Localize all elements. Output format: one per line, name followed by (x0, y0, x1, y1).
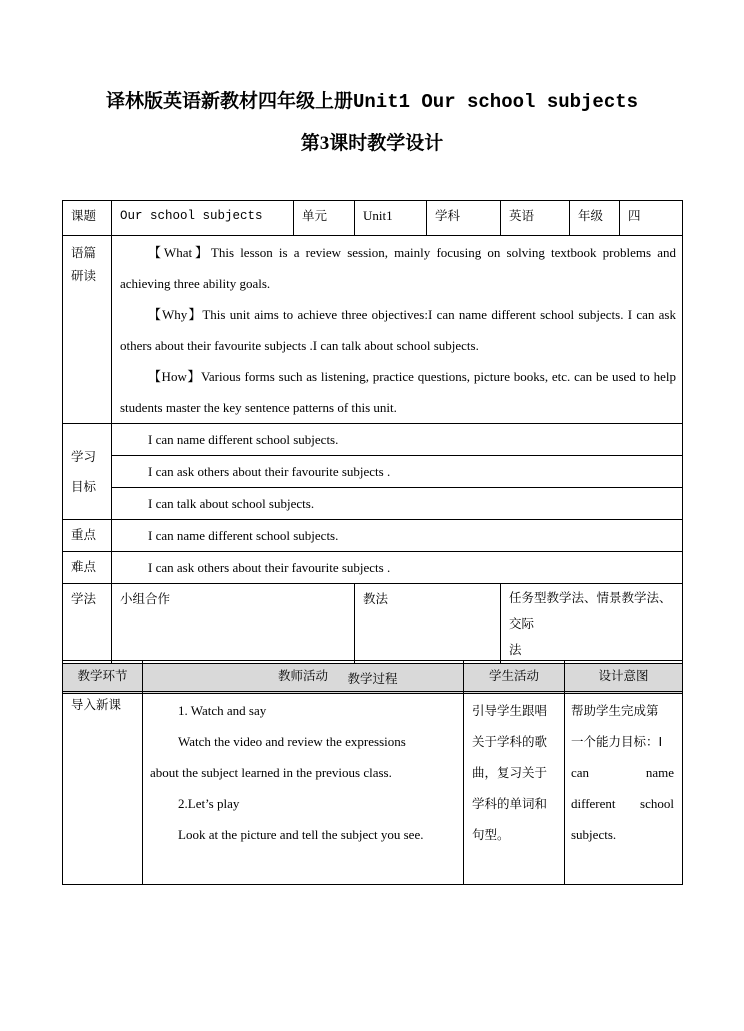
objectives-row (63, 424, 683, 520)
teaching-method-line-1: 任务型教学法、情景教学法、交际 (509, 590, 672, 631)
subtitle-number: 3 (319, 133, 330, 154)
reading-label-1: 语篇 (71, 245, 97, 260)
key-point-label: 重点 (63, 520, 112, 552)
title-chinese: 译林版英语新教材四年级上册 (105, 90, 353, 112)
subject-value: 英语 (501, 201, 570, 236)
objective-item: I can ask others about their favourite subjects . (112, 455, 682, 487)
teacher-item-2-title: 2.Let’s play (178, 796, 240, 811)
design-word: can (571, 765, 590, 780)
learning-method-label: 学法 (63, 584, 112, 664)
process-row (63, 692, 683, 885)
student-line: 学科的单词和 (472, 796, 548, 811)
column-stage: 教学环节 (63, 661, 143, 692)
design-line: 一个能力目标：I (571, 734, 663, 749)
design-line (571, 788, 674, 819)
column-design: 设计意图 (565, 661, 683, 692)
objective-item: I can name different school subjects. (148, 432, 339, 447)
teaching-method-label: 教法 (355, 584, 501, 664)
grade-label: 年级 (570, 201, 620, 236)
design-line: 帮助学生完成第 (571, 703, 659, 718)
document-title (0, 86, 744, 113)
student-line: 曲，复习关于 (472, 765, 548, 780)
process-table (62, 660, 683, 885)
design-word: different (571, 796, 616, 811)
reading-how: 【How】Various forms such as listening, practice questions, picture books, etc. can be used to help students master the key sentence patterns of this unit. (120, 369, 676, 415)
info-row (63, 201, 683, 236)
key-point-value: I can name different school subjects. (112, 520, 683, 552)
design-line: subjects. (571, 827, 617, 842)
objectives-list (112, 424, 683, 520)
column-teacher: 教师活动 (143, 661, 464, 692)
process-columns-row (63, 661, 683, 692)
grade-value: 四 (620, 201, 683, 236)
student-line: 引导学生跟唱 (472, 703, 548, 718)
teacher-item-1-line-1: Watch the video and review the expressions (178, 734, 406, 749)
reading-why: 【Why】This unit aims to achieve three objectives:I can name different school subjects. I can ask others about their favourite subjects .I can talk about school subjects. (120, 307, 676, 353)
unit-value: Unit1 (355, 201, 427, 236)
subtitle-suffix: 课时教学设计 (329, 132, 444, 154)
objectives-label-2: 目标 (71, 478, 97, 494)
teacher-activity (143, 692, 464, 885)
process-header: 教学过程 (63, 664, 683, 694)
objectives-label (63, 424, 112, 520)
objective-item: I can talk about school subjects. (112, 487, 682, 519)
difficult-point-value: I can ask others about their favourite subjects . (112, 552, 683, 584)
stage-name: 导入新课 (63, 692, 143, 885)
objectives-label-1: 学习 (71, 448, 97, 464)
difficult-point-label: 难点 (63, 552, 112, 584)
learning-method-value: 小组合作 (112, 584, 355, 664)
reading-label-2: 研读 (71, 268, 97, 283)
reading-what: 【What】This lesson is a review session, mainly focusing on solving textbook problems and achieving three ability goals. (120, 245, 676, 291)
topic-label: 课题 (63, 201, 112, 236)
methods-row (63, 584, 683, 664)
design-intent (565, 692, 683, 885)
teaching-method-line-2: 法 (509, 642, 522, 657)
subtitle-prefix: 第 (300, 132, 320, 154)
teacher-item-1-title: 1. Watch and say (178, 703, 267, 718)
student-activity (464, 692, 565, 885)
reading-content (112, 236, 683, 424)
teacher-item-2-line-1: Look at the picture and tell the subject you see. (178, 827, 424, 842)
subject-label: 学科 (427, 201, 501, 236)
topic-value: Our school subjects (112, 201, 294, 236)
title-english: Unit1 Our school subjects (352, 91, 639, 113)
document-subtitle (0, 128, 744, 155)
student-line: 句型。 (472, 827, 510, 842)
reading-row (63, 236, 683, 424)
key-point-row (63, 520, 683, 552)
unit-label: 单元 (294, 201, 355, 236)
design-line (571, 757, 674, 788)
design-word: name (645, 765, 674, 780)
difficult-point-row (63, 552, 683, 584)
student-line: 关于学科的歌 (472, 734, 548, 749)
teaching-method-value (501, 584, 683, 664)
teacher-item-1-line-2: about the subject learned in the previous class. (150, 765, 392, 780)
column-student: 学生活动 (464, 661, 565, 692)
design-word: school (640, 796, 674, 811)
lesson-info-table (62, 200, 683, 694)
reading-label (63, 236, 112, 424)
